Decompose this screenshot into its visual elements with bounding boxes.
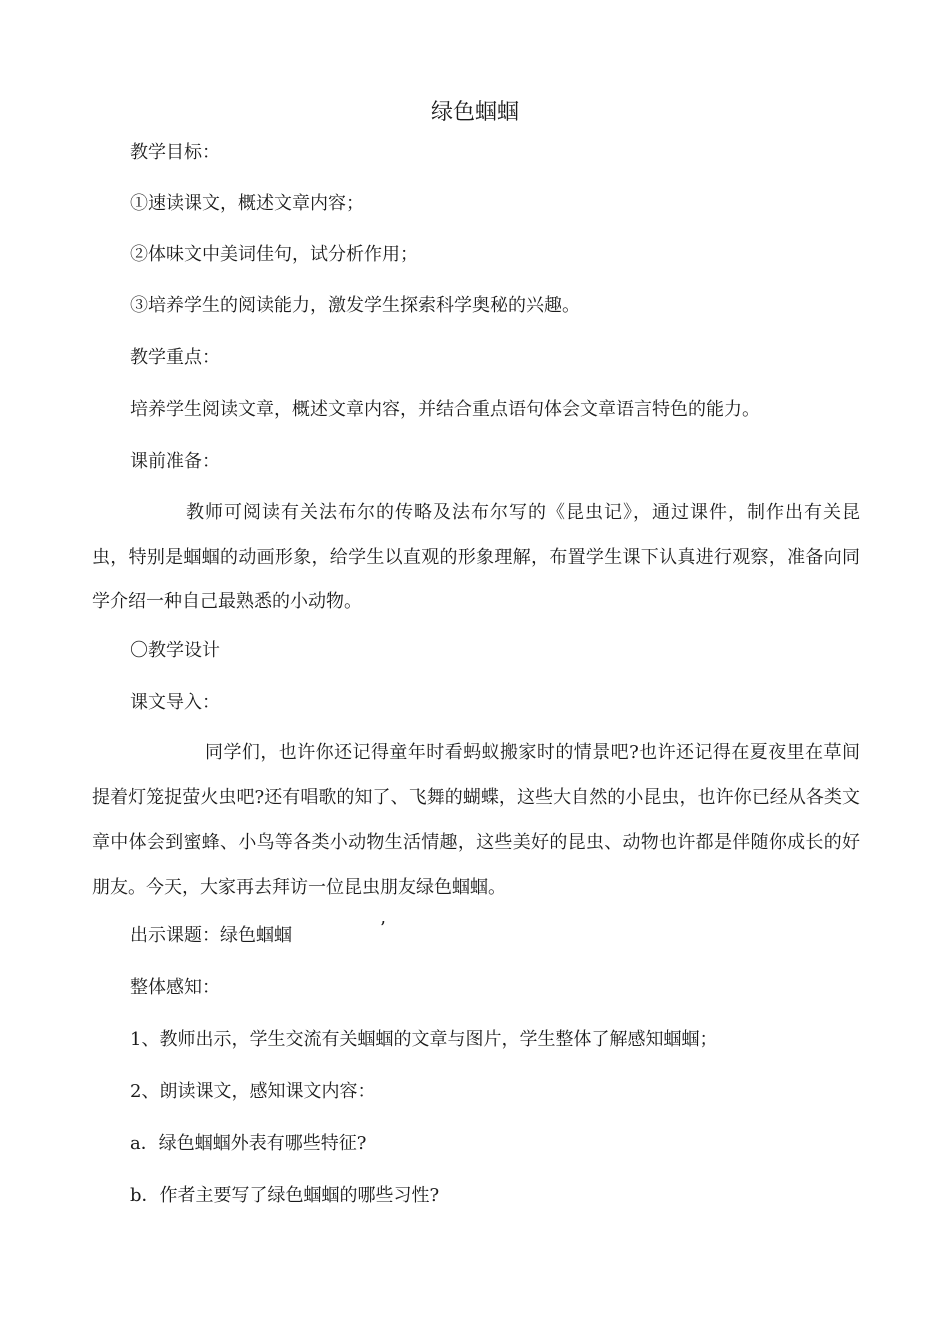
page-title: 绿色蝈蝈 <box>430 100 519 125</box>
step-item: 1、教师出示，学生交流有关蝈蝈的文章与图片，学生整体了解感知蝈蝈； <box>130 1029 718 1050</box>
question-item: a．绿色蝈蝈外表有哪些特征? <box>130 1133 367 1154</box>
intro-paragraph: 同学们，也许你还记得童年时看蚂蚁搬家时的情景吧?也许还记得在夏夜里在草间提着灯笼捉萤火虫吧?还有唱歌的知了、飞舞的蝴蝶，这些大自然的小昆虫，也许你已经从各类文章中体会到蜜蜂、小鸟等各类小动物生活情趣，这些美好的昆虫、动物也许都是伴随你成长的好朋友。今天，大家再去拜访一位昆虫朋友绿色蝈蝈。 <box>92 742 860 898</box>
step-item: 2、朗读课文，感知课文内容： <box>130 1081 376 1102</box>
intro-heading: 课文导入： <box>130 692 220 713</box>
preparation-paragraph: 教师可阅读有关法布尔的传略及法布尔写的《昆虫记》，通过课件，制作出有关昆虫，特别是蝈蝈的动画形象，给学生以直观的形象理解，布置学生课下认真进行观察，准备向同学介绍一种自己最熟悉的小动物。 <box>92 502 860 612</box>
objectives-heading: 教学目标： <box>130 142 220 163</box>
key-points-heading: 教学重点： <box>130 347 220 368</box>
preparation-heading: 课前准备： <box>130 451 220 472</box>
show-topic: 出示课题：绿色蝈蝈 <box>130 925 292 946</box>
objective-item: ②体味文中美词佳句，试分析作用； <box>130 244 418 265</box>
perception-heading: 整体感知： <box>130 977 220 998</box>
key-points-text: 培养学生阅读文章，概述文章内容，并结合重点语句体会文章语言特色的能力。 <box>130 399 760 420</box>
stray-mark: ’ <box>380 918 386 939</box>
question-item: b．作者主要写了绿色蝈蝈的哪些习性? <box>130 1185 440 1206</box>
objective-item: ③培养学生的阅读能力，激发学生探索科学奥秘的兴趣。 <box>130 295 580 316</box>
objective-item: ①速读课文，概述文章内容； <box>130 193 364 214</box>
design-heading: 〇教学设计 <box>130 640 220 661</box>
